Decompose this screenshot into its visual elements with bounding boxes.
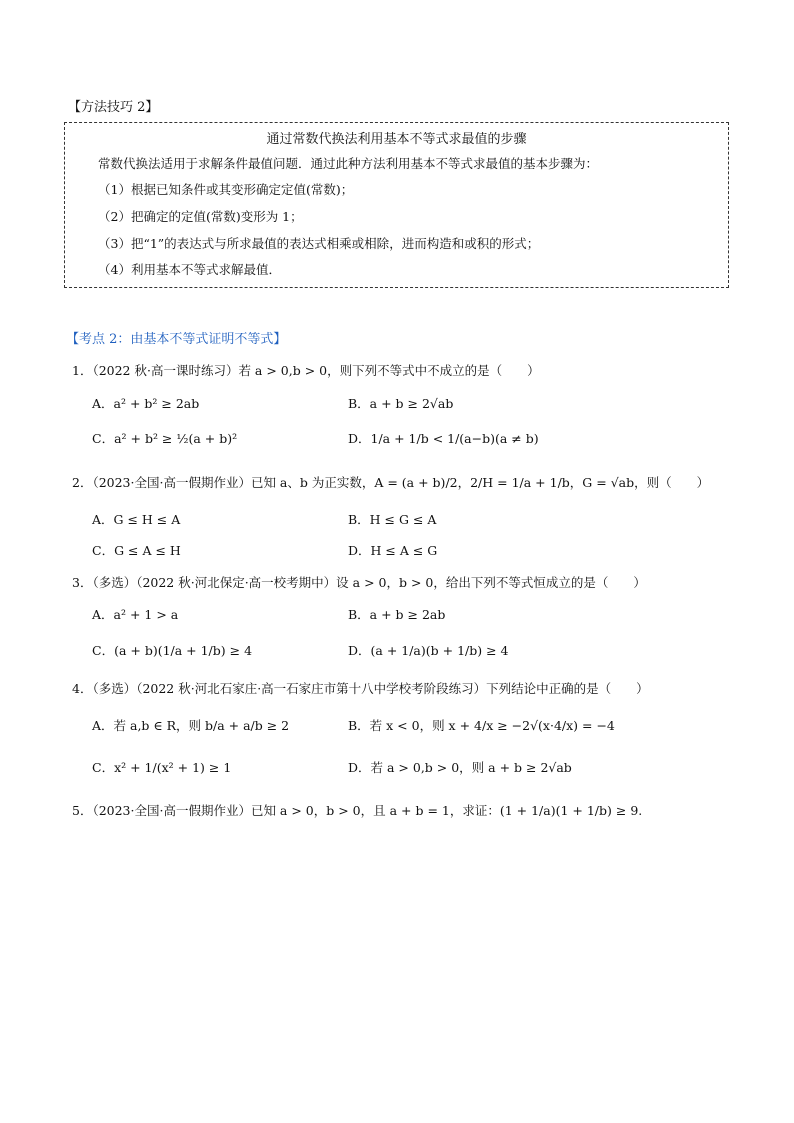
question-4-option-c: C．x² + 1/(x² + 1) ≥ 1 <box>92 760 232 775</box>
question-4-stem: 4．（多选）（2022 秋·河北石家庄·高一石家庄市第十八中学校考阶段练习）下列结论中正确的是（ ） <box>72 681 649 696</box>
tip-box-step-2: （2）把确定的定值(常数)变形为 1； <box>98 209 303 224</box>
question-2-option-b: B．H ≤ G ≤ A <box>348 512 437 527</box>
question-1-option-d: D．1/a + 1/b < 1/(a−b)(a ≠ b) <box>348 431 539 446</box>
question-2-option-a: A．G ≤ H ≤ A <box>92 512 181 527</box>
question-2-option-d: D．H ≤ A ≤ G <box>348 543 438 558</box>
method-heading: 【方法技巧 2】 <box>68 100 159 115</box>
method-tip-box <box>64 122 729 288</box>
question-2-option-c: C．G ≤ A ≤ H <box>92 543 181 558</box>
section-heading: 【考点 2：由基本不等式证明不等式】 <box>66 332 287 347</box>
question-3-option-a: A．a² + 1 > a <box>92 607 179 622</box>
question-1-option-b: B．a + b ≥ 2√ab <box>348 396 454 411</box>
tip-box-step-3: （3）把“1”的表达式与所求最值的表达式相乘或相除，进而构造和或积的形式； <box>98 236 540 251</box>
tip-box-step-1: （1）根据已知条件或其变形确定定值(常数)； <box>98 182 354 197</box>
question-3-option-d: D．(a + 1/a)(b + 1/b) ≥ 4 <box>348 643 509 658</box>
question-3-option-b: B．a + b ≥ 2ab <box>348 607 446 622</box>
tip-box-title: 通过常数代换法利用基本不等式求最值的步骤 <box>266 132 527 147</box>
question-4-option-a: A．若 a,b ∈ R，则 b/a + a/b ≥ 2 <box>92 718 290 733</box>
question-4-option-d: D．若 a > 0,b > 0，则 a + b ≥ 2√ab <box>348 760 572 775</box>
question-3-option-c: C．(a + b)(1/a + 1/b) ≥ 4 <box>92 643 253 658</box>
tip-box-step-4: （4）利用基本不等式求解最值． <box>98 262 281 277</box>
question-4-option-b: B．若 x < 0，则 x + 4/x ≥ −2√(x·4/x) = −4 <box>348 718 615 733</box>
question-2-stem: 2．（2023·全国·高一假期作业）已知 a、b 为正实数，A = (a + b)/2，2/H = 1/a + 1/b，G = √ab，则（ ） <box>72 475 710 490</box>
tip-box-intro: 常数代换法适用于求解条件最值问题．通过此种方法利用基本不等式求最值的基本步骤为： <box>98 156 599 171</box>
question-1-stem: 1．（2022 秋·高一课时练习）若 a > 0,b > 0，则下列不等式中不成立的是（ ） <box>72 363 540 378</box>
question-5-stem: 5．（2023·全国·高一假期作业）已知 a > 0，b > 0，且 a + b = 1，求证：(1 + 1/a)(1 + 1/b) ≥ 9. <box>72 803 643 818</box>
question-3-stem: 3．（多选）（2022 秋·河北保定·高一校考期中）设 a > 0，b > 0，给出下列不等式恒成立的是（ ） <box>72 575 646 590</box>
question-1-option-c: C．a² + b² ≥ ½(a + b)² <box>92 431 238 446</box>
question-1-option-a: A．a² + b² ≥ 2ab <box>92 396 200 411</box>
